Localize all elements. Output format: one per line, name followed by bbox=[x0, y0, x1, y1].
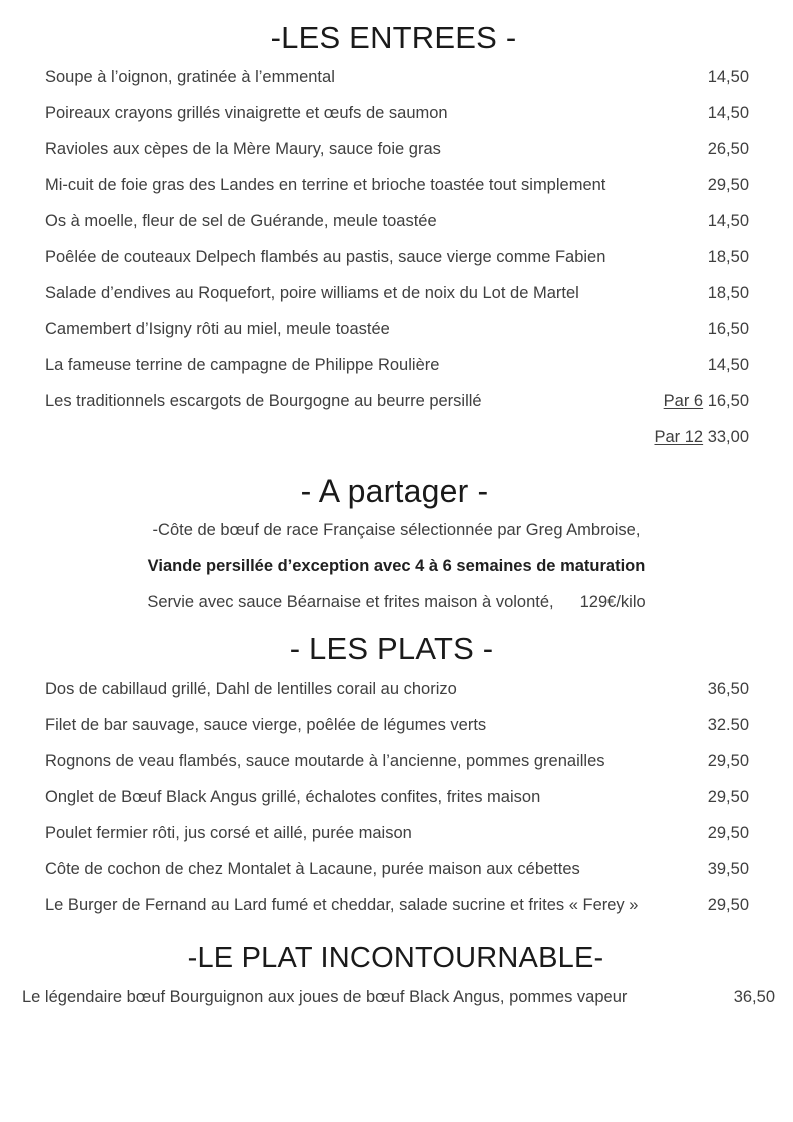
a-partager-description bbox=[0, 512, 793, 620]
entrees-item-list bbox=[0, 68, 793, 464]
menu-item-price: 16,50 bbox=[707, 320, 749, 338]
menu-item-row bbox=[0, 140, 793, 176]
menu-item-price: 29,50 bbox=[707, 788, 749, 806]
menu-item-row bbox=[0, 752, 793, 788]
section-heading-entrees: -LES ENTREES - bbox=[270, 20, 517, 55]
menu-item-price-qty12 bbox=[654, 428, 749, 447]
a-partager-line-3-text: Servie avec sauce Béarnaise et frites maison à volonté, bbox=[147, 593, 554, 611]
menu-item-row bbox=[0, 320, 793, 356]
menu-item-name: Soupe à l’oignon, gratinée à l’emmental bbox=[45, 68, 335, 86]
menu-item-price: 29,50 bbox=[707, 824, 749, 842]
menu-item-price: 29,50 bbox=[707, 896, 749, 914]
menu-item-price: 18,50 bbox=[707, 284, 749, 302]
a-partager-price-per-kilo: 129€/kilo bbox=[579, 593, 646, 611]
menu-item-row bbox=[0, 896, 793, 932]
menu-item-price: 18,50 bbox=[707, 248, 749, 266]
signature-dish-row bbox=[0, 988, 793, 1024]
menu-item-name: Onglet de Bœuf Black Angus grillé, échalotes confites, frites maison bbox=[45, 788, 541, 806]
section-heading-les-plats: - LES PLATS - bbox=[289, 631, 494, 666]
menu-item-row bbox=[0, 716, 793, 752]
menu-item-name: Rognons de veau flambés, sauce moutarde à l’ancienne, pommes grenailles bbox=[45, 752, 605, 770]
menu-item-row bbox=[0, 104, 793, 140]
quantity-label-par-6: Par 6 bbox=[663, 392, 704, 410]
menu-item-row-escargots bbox=[0, 392, 793, 428]
plats-item-list bbox=[0, 680, 793, 932]
menu-item-name: Poireaux crayons grillés vinaigrette et œufs de saumon bbox=[45, 104, 448, 122]
menu-item-row bbox=[0, 248, 793, 284]
price-value-par-6: 16,50 bbox=[707, 392, 749, 410]
a-partager-line-1: -Côte de bœuf de race Française sélectionnée par Greg Ambroise, bbox=[152, 521, 641, 539]
menu-item-price: 39,50 bbox=[707, 860, 749, 878]
menu-item-name: Filet de bar sauvage, sauce vierge, poêlée de légumes verts bbox=[45, 716, 487, 734]
menu-item-price: 29,50 bbox=[707, 752, 749, 770]
menu-item-row bbox=[0, 788, 793, 824]
menu-item-row bbox=[0, 176, 793, 212]
menu-item-price: 14,50 bbox=[707, 212, 749, 230]
section-heading-le-plat-incontournable: -LE PLAT INCONTOURNABLE- bbox=[187, 942, 604, 974]
menu-item-name: Le Burger de Fernand au Lard fumé et cheddar, salade sucrine et frites « Ferey » bbox=[45, 896, 639, 914]
menu-item-row bbox=[0, 824, 793, 860]
menu-item-name: Poêlée de couteaux Delpech flambés au pastis, sauce vierge comme Fabien bbox=[45, 248, 606, 266]
section-heading-a-partager: - A partager - bbox=[300, 473, 489, 509]
menu-item-price: 14,50 bbox=[707, 356, 749, 374]
menu-item-row bbox=[0, 212, 793, 248]
menu-item-name: Poulet fermier rôti, jus corsé et aillé, purée maison bbox=[45, 824, 412, 842]
menu-item-row bbox=[0, 284, 793, 320]
menu-item-name: Les traditionnels escargots de Bourgogne au beurre persillé bbox=[45, 392, 482, 410]
menu-item-price: 29,50 bbox=[707, 176, 749, 194]
menu-item-name: La fameuse terrine de campagne de Philippe Roulière bbox=[45, 356, 440, 374]
menu-item-name: Os à moelle, fleur de sel de Guérande, meule toastée bbox=[45, 212, 437, 230]
menu-item-row-escargots-second-price bbox=[0, 428, 793, 464]
menu-item-name: Côte de cochon de chez Montalet à Lacaune, purée maison aux cébettes bbox=[45, 860, 580, 878]
menu-item-price: 32.50 bbox=[707, 716, 749, 734]
a-partager-line-3 bbox=[0, 584, 793, 620]
menu-item-price: 36,50 bbox=[707, 680, 749, 698]
menu-item-price-qty6 bbox=[664, 392, 749, 411]
menu-item-price: 14,50 bbox=[707, 104, 749, 122]
price-value-par-12: 33,00 bbox=[707, 428, 749, 446]
quantity-label-par-12: Par 12 bbox=[654, 428, 704, 446]
menu-item-name: Dos de cabillaud grillé, Dahl de lentilles corail au chorizo bbox=[45, 680, 457, 698]
menu-item-row bbox=[0, 680, 793, 716]
menu-item-name: Ravioles aux cèpes de la Mère Maury, sauce foie gras bbox=[45, 140, 441, 158]
menu-item-name: Le légendaire bœuf Bourguignon aux joues de bœuf Black Angus, pommes vapeur bbox=[22, 988, 628, 1006]
menu-item-price: 36,50 bbox=[733, 988, 775, 1006]
menu-item-name: Salade d’endives au Roquefort, poire williams et de noix du Lot de Martel bbox=[45, 284, 579, 302]
a-partager-line-2: Viande persillée d’exception avec 4 à 6 semaines de maturation bbox=[147, 557, 646, 575]
menu-item-row bbox=[0, 860, 793, 896]
menu-item-price: 14,50 bbox=[707, 68, 749, 86]
menu-item-row bbox=[0, 356, 793, 392]
menu-item-price: 26,50 bbox=[707, 140, 749, 158]
menu-item-row bbox=[0, 68, 793, 104]
menu-item-name: Mi-cuit de foie gras des Landes en terrine et brioche toastée tout simplement bbox=[45, 176, 606, 194]
menu-item-name: Camembert d’Isigny rôti au miel, meule toastée bbox=[45, 320, 390, 338]
